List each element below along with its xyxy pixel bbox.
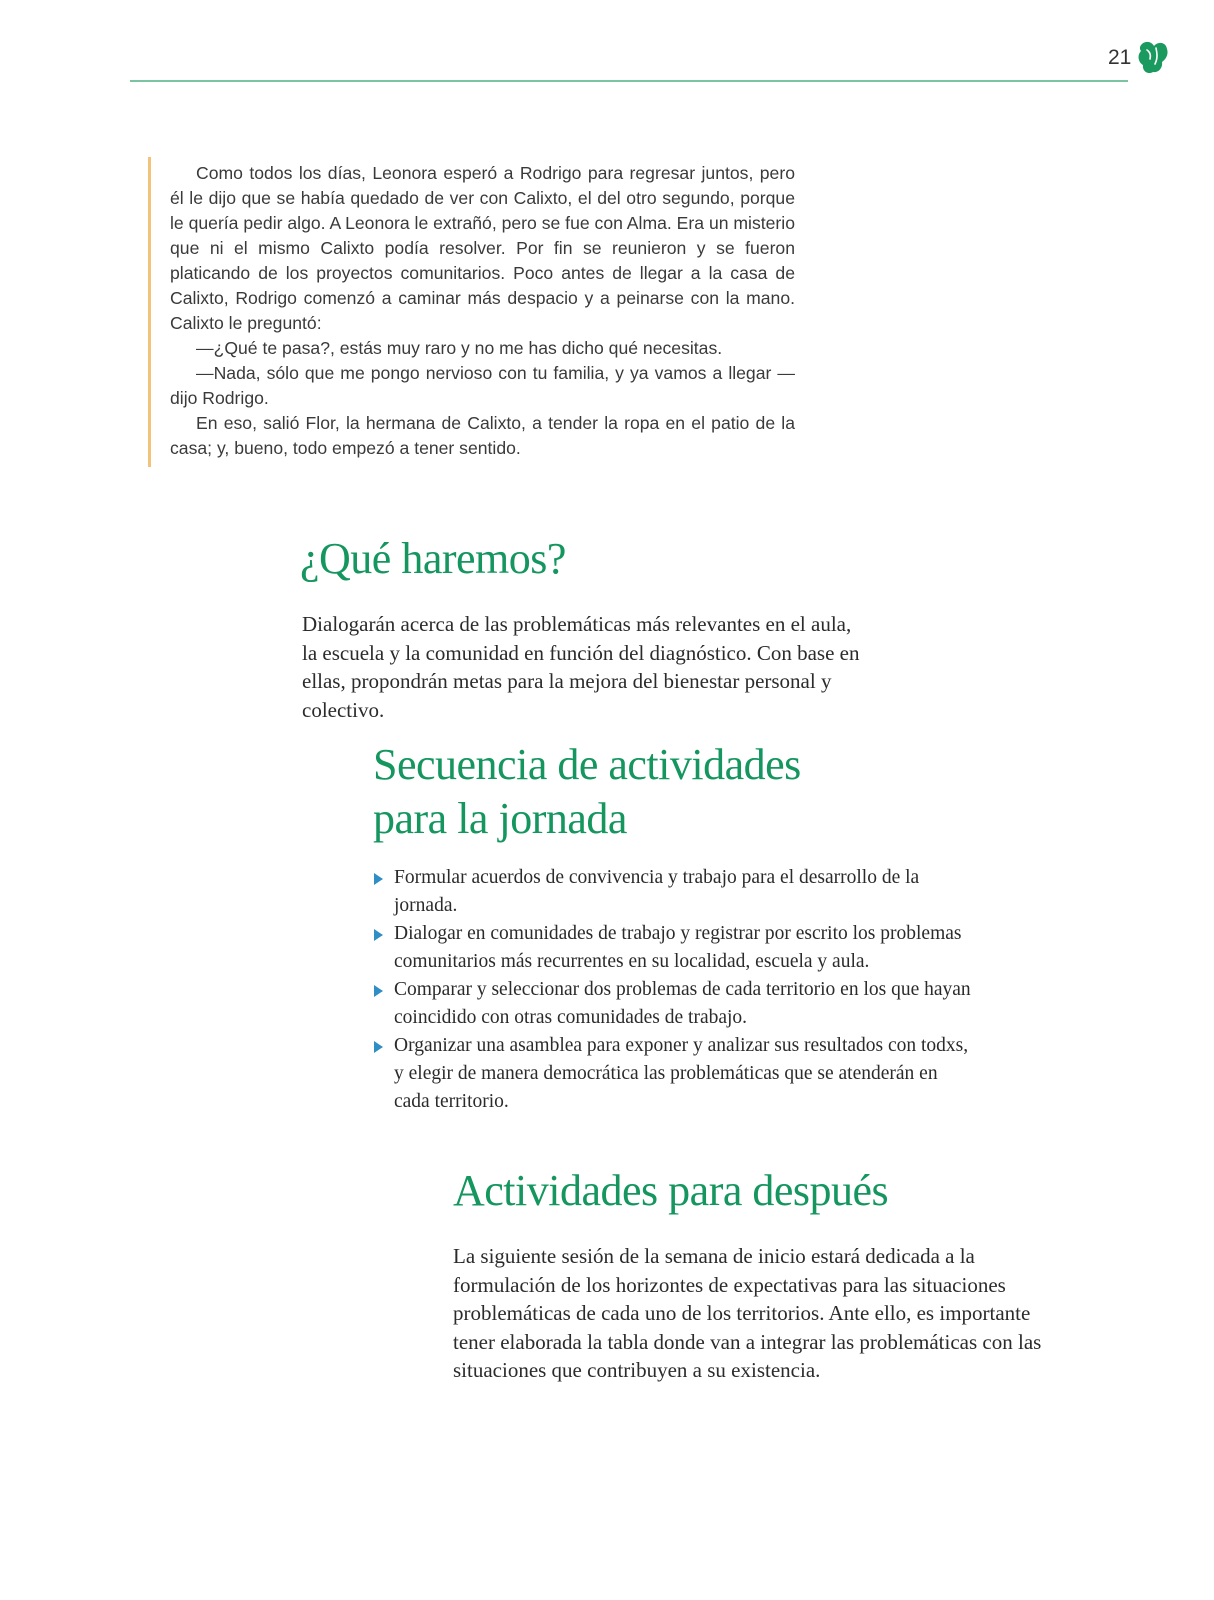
actividades-despues-text: La siguiente sesión de la semana de inicio estará dedicada a la formulación de los horizontes de expectativas para las situaciones problemáticas de cada uno de los territorios. Ante ello, es importante tener elaborada la tabla donde van a integrar las problemáticas con las situaciones que contribuyen a su existencia.: [453, 1244, 1042, 1382]
list-item: [372, 864, 972, 920]
list-item: [372, 1032, 972, 1116]
bullet-arrow-icon: [374, 929, 383, 941]
green-leaf-icon: [1136, 38, 1170, 76]
bullet-arrow-icon: [374, 873, 383, 885]
list-item: [372, 920, 972, 976]
page-number: 21: [1108, 46, 1132, 69]
list-item: [372, 976, 972, 1032]
que-haremos-text: Dialogarán acerca de las problemáticas más relevantes en el aula, la escuela y la comunidad en función del diagnóstico. Con base en ellas, propondrán metas para la mejora del bienestar personal y colectivo.: [302, 612, 860, 722]
list-item-text: Formular acuerdos de convivencia y trabajo para el desarrollo de la jornada.: [394, 867, 920, 916]
bullet-arrow-icon: [374, 985, 383, 997]
bullet-arrow-icon: [374, 1041, 383, 1053]
actividades-despues-heading: Actividades para después: [453, 1166, 889, 1215]
list-item-text: Comparar y seleccionar dos problemas de cada territorio en los que hayan coincidido con otras comunidades de trabajo.: [394, 979, 971, 1028]
secuencia-heading-line2: para la jornada: [373, 794, 627, 843]
que-haremos-heading: ¿Qué haremos?: [300, 534, 566, 583]
story-excerpt: [148, 157, 795, 467]
story-paragraph: —Nada, sólo que me pongo nervioso con tu familia, y ya vamos a llegar —dijo Rodrigo.: [170, 363, 795, 408]
list-item-text: Dialogar en comunidades de trabajo y registrar por escrito los problemas comunitarios más recurrentes en su localidad, escuela y aula.: [394, 923, 962, 972]
story-paragraph: Como todos los días, Leonora esperó a Rodrigo para regresar juntos, pero él le dijo que se había quedado de ver con Calixto, el del otro segundo, porque le quería pedir algo. A Leonora le extrañó, pero se fue con Alma. Era un misterio que ni el mismo Calixto podía resolver. Por fin se reunieron y se fueron platicando de los proyectos comunitarios. Poco antes de llegar a la casa de Calixto, Rodrigo comenzó a caminar más despacio y a peinarse con la mano. Calixto le preguntó:: [170, 163, 795, 333]
activity-list: [372, 864, 972, 1116]
story-paragraph: —¿Qué te pasa?, estás muy raro y no me has dicho qué necesitas.: [196, 338, 723, 358]
list-item-text: Organizar una asamblea para exponer y analizar sus resultados con todxs, y elegir de manera democrática las problemáticas que se atenderán en cada territorio.: [394, 1035, 969, 1112]
header-divider: [130, 80, 1128, 82]
secuencia-heading-line1: Secuencia de actividades: [373, 740, 801, 789]
secuencia-heading: [373, 738, 801, 846]
story-paragraph: En eso, salió Flor, la hermana de Calixto, a tender la ropa en el patio de la casa; y, bueno, todo empezó a tener sentido.: [170, 413, 795, 458]
